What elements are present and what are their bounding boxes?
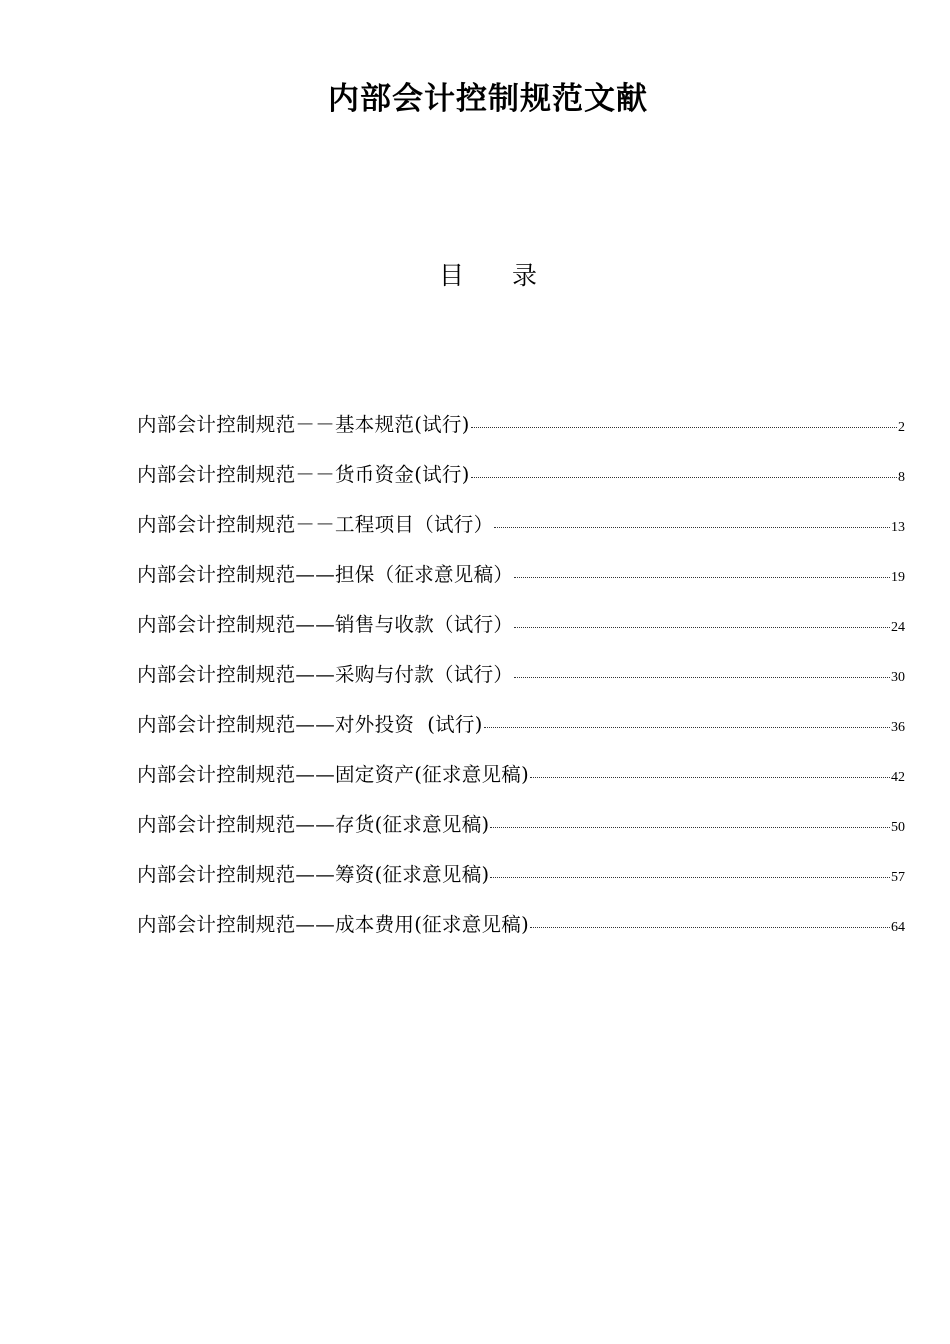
toc-heading [0,256,950,296]
toc-entry-title: 内部会计控制规范——采购与付款（试行） [137,663,514,686]
toc-dot-leader [514,626,890,628]
toc-entry-title: 内部会计控制规范——成本费用(征求意见稿) [137,913,530,936]
toc-dot-leader [514,676,890,678]
toc-entry-title: 内部会计控制规范——筹资(征求意见稿) [137,863,490,886]
toc-dot-leader [530,926,890,928]
toc-entry-title: 内部会计控制规范——存货(征求意见稿) [137,813,490,836]
toc-entry-page-number: 2 [898,420,905,435]
toc-entry[interactable] [137,450,905,500]
toc-entry[interactable] [137,400,905,450]
toc-entry[interactable] [137,700,905,750]
toc-entry-page-number: 19 [891,570,905,585]
toc-entry-title: 内部会计控制规范－－货币资金(试行) [137,463,470,486]
toc-dot-leader [490,826,890,828]
toc-entry-page-number: 24 [891,620,905,635]
toc-entry[interactable] [137,800,905,850]
toc-entry-page-number: 57 [891,870,905,885]
toc-entry[interactable] [137,750,905,800]
toc-dot-leader [484,726,890,728]
document-title: 内部会计控制规范文献 [328,80,648,117]
toc-entry[interactable] [137,650,905,700]
toc-dot-leader [471,476,897,478]
toc-entry-page-number: 13 [891,520,905,535]
toc-dot-leader [490,876,890,878]
toc-entry-title: 内部会计控制规范——固定资产(征求意见稿) [137,763,530,786]
toc-entry-page-number: 36 [891,720,905,735]
toc-dot-leader [530,776,890,778]
toc-dot-leader [494,526,890,528]
toc-entry[interactable] [137,900,905,950]
toc-entry[interactable] [137,500,905,550]
toc-entry-page-number: 50 [891,820,905,835]
toc-entry-page-number: 30 [891,670,905,685]
toc-entry-title: 内部会计控制规范——销售与收款（试行） [137,613,514,636]
toc-dot-leader [514,576,890,578]
toc-entry-page-number: 8 [898,470,905,485]
toc-entry[interactable] [137,850,905,900]
toc-heading-right: 录 [512,261,538,290]
toc-entry[interactable] [137,600,905,650]
toc-heading-left: 目 [438,261,464,290]
toc-dot-leader [471,426,897,428]
toc-entry-page-number: 64 [891,920,905,935]
toc-entry[interactable] [137,550,905,600]
toc-entry-title: 内部会计控制规范－－基本规范(试行) [137,413,470,436]
toc-entry-title: 内部会计控制规范——对外投资 (试行) [137,713,483,736]
toc-entry-page-number: 42 [891,770,905,785]
toc-list [137,400,905,950]
toc-entry-title: 内部会计控制规范－－工程项目（试行） [137,513,494,536]
toc-entry-title: 内部会计控制规范——担保（征求意见稿） [137,563,514,586]
